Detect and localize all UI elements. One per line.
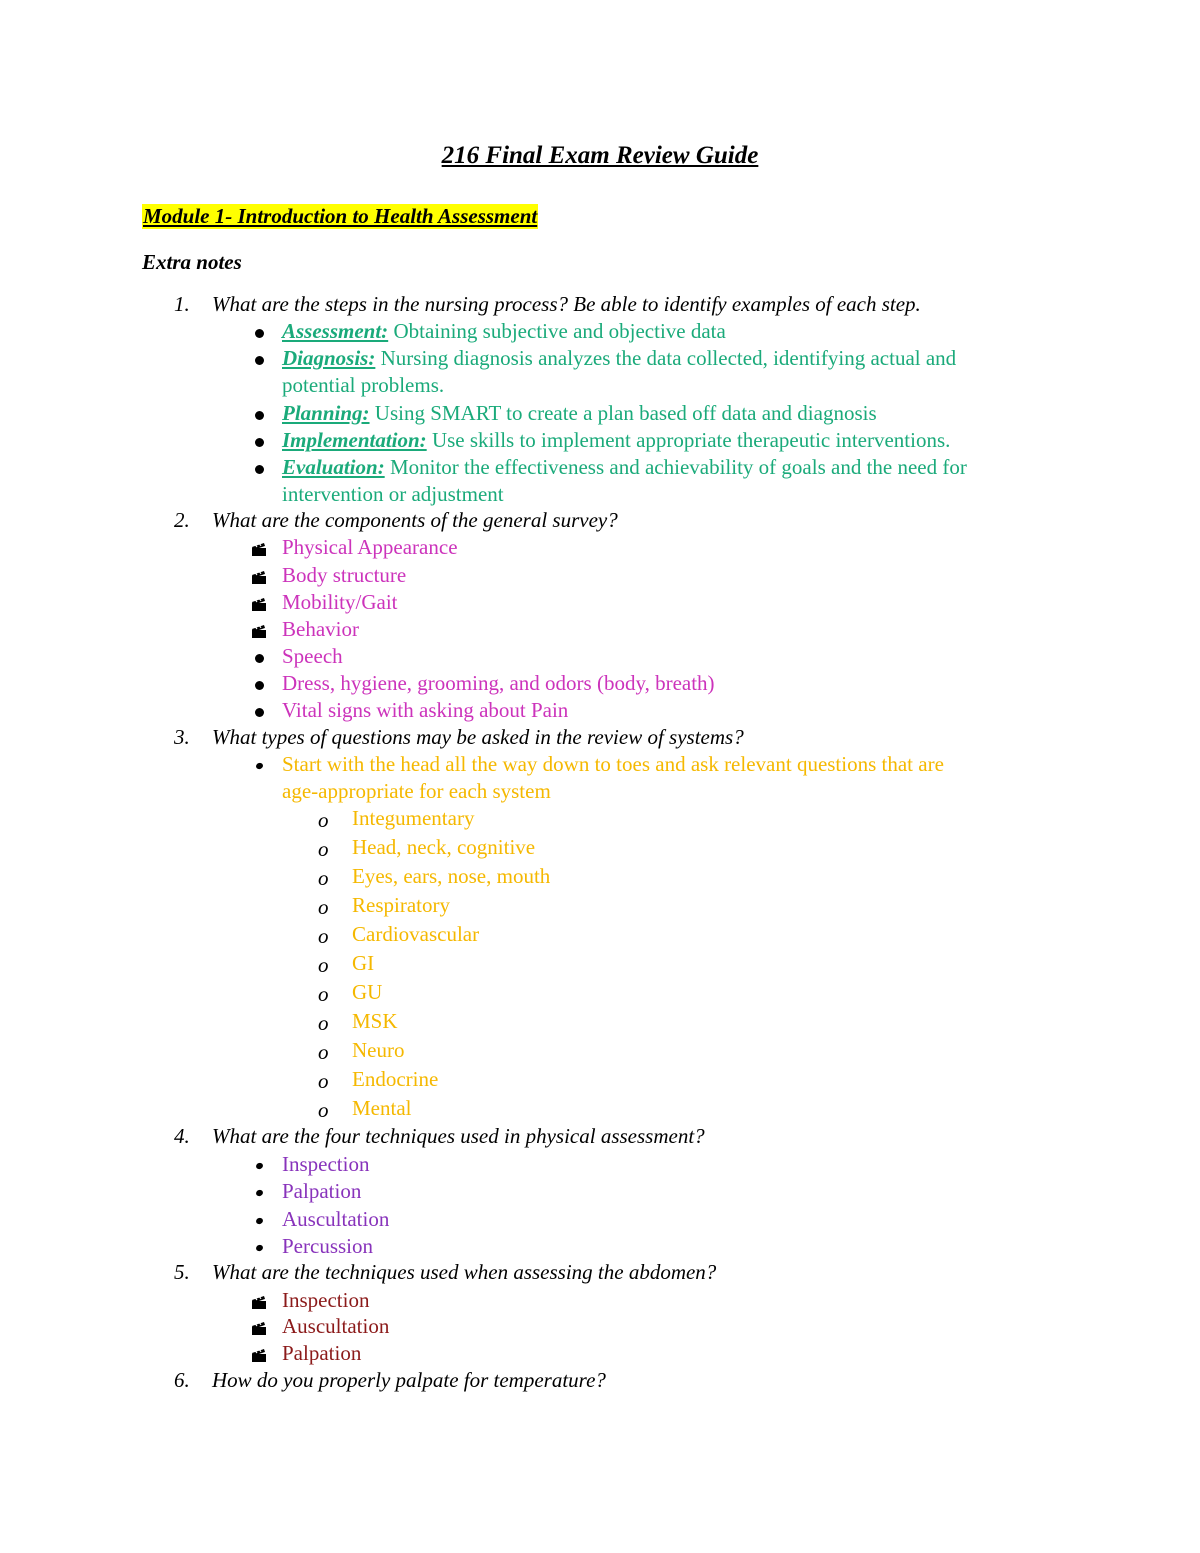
sub-bullet-marker: o — [318, 924, 329, 948]
sub-list-item: MSK — [352, 1009, 398, 1033]
sub-bullet-marker: o — [318, 837, 329, 861]
question-number: 3. — [174, 725, 190, 749]
sub-list-item: Endocrine — [352, 1067, 439, 1091]
list-item: Auscultation — [282, 1314, 390, 1338]
clapperboard-icon — [244, 1341, 274, 1366]
question-text: What are the components of the general survey? — [212, 508, 618, 532]
list-item: Inspection — [282, 1288, 370, 1312]
extra-notes-heading: Extra notes — [142, 250, 242, 274]
question-number: 6. — [174, 1368, 190, 1392]
question-2 — [174, 508, 618, 533]
bullet-icon — [244, 752, 274, 777]
sub-bullet-marker: o — [318, 1040, 329, 1064]
list-item: Diagnosis: Nursing diagnosis analyzes the data collected, identifying actual and — [282, 346, 957, 370]
sub-list-item: Eyes, ears, nose, mouth — [352, 864, 551, 888]
sub-bullet-marker: o — [318, 982, 329, 1006]
bullet-icon — [244, 1152, 274, 1177]
bullet-icon — [244, 1207, 274, 1232]
list-item: Evaluation: Monitor the effectiveness and achievability of goals and the need for — [282, 455, 967, 479]
question-1 — [174, 292, 921, 317]
bullet-icon — [244, 1179, 274, 1204]
sub-bullet-marker: o — [318, 1069, 329, 1093]
question-text: How do you properly palpate for temperature? — [212, 1368, 606, 1392]
clapperboard-icon — [244, 617, 274, 642]
sub-list-item: Cardiovascular — [352, 922, 480, 946]
clapperboard-icon — [244, 1288, 274, 1313]
page-title: 216 Final Exam Review Guide — [441, 142, 759, 169]
list-item: Percussion — [282, 1234, 373, 1258]
sub-list-item: Head, neck, cognitive — [352, 835, 536, 859]
question-text: What are the techniques used when assessing the abdomen? — [212, 1260, 717, 1284]
sub-bullet-marker: o — [318, 1011, 329, 1035]
list-item: Assessment: Obtaining subjective and objective data — [282, 319, 726, 343]
list-item-continuation: age-appropriate for each system — [282, 779, 551, 803]
bullet-icon — [244, 698, 274, 723]
sub-list-item: Respiratory — [352, 893, 450, 917]
sub-bullet-marker: o — [318, 895, 329, 919]
question-text: What types of questions may be asked in the review of systems? — [212, 725, 744, 749]
list-item: Implementation: Use skills to implement appropriate therapeutic interventions. — [282, 428, 951, 452]
question-6 — [174, 1368, 606, 1393]
question-3 — [174, 725, 744, 750]
sub-list-item: Neuro — [352, 1038, 405, 1062]
sub-list-item: GU — [352, 980, 383, 1004]
question-number: 1. — [174, 292, 190, 316]
sub-bullet-marker: o — [318, 953, 329, 977]
list-item-continuation: intervention or adjustment — [282, 482, 504, 506]
sub-bullet-marker: o — [318, 808, 329, 832]
sub-bullet-marker: o — [318, 866, 329, 890]
bullet-icon — [244, 455, 274, 480]
clapperboard-icon — [244, 535, 274, 560]
bullet-icon — [244, 428, 274, 453]
sub-list-item: GI — [352, 951, 375, 975]
bullet-icon — [244, 346, 274, 371]
question-number: 5. — [174, 1260, 190, 1284]
question-number: 2. — [174, 508, 190, 532]
clapperboard-icon — [244, 590, 274, 615]
list-item: Physical Appearance — [282, 535, 458, 559]
module-heading: Module 1- Introduction to Health Assessment — [143, 204, 538, 228]
sub-list-item: Mental — [352, 1096, 412, 1120]
list-item: Inspection — [282, 1152, 370, 1176]
list-item: Behavior — [282, 617, 359, 641]
question-number: 4. — [174, 1124, 190, 1148]
bullet-icon — [244, 671, 274, 696]
sub-bullet-marker: o — [318, 1098, 329, 1122]
list-item: Body structure — [282, 563, 407, 587]
question-4 — [174, 1124, 705, 1149]
bullet-icon — [244, 319, 274, 344]
list-item: Mobility/Gait — [282, 590, 398, 614]
question-text: What are the steps in the nursing process? Be able to identify examples of each step. — [212, 292, 921, 316]
list-item: Planning: Using SMART to create a plan based off data and diagnosis — [282, 401, 877, 425]
bullet-icon — [244, 1234, 274, 1259]
bullet-icon — [244, 644, 274, 669]
clapperboard-icon — [244, 563, 274, 588]
question-text: What are the four techniques used in physical assessment? — [212, 1124, 705, 1148]
question-5 — [174, 1260, 716, 1285]
list-item: Speech — [282, 644, 343, 668]
list-item: Palpation — [282, 1341, 362, 1365]
list-item: Palpation — [282, 1179, 362, 1203]
list-item-continuation: potential problems. — [282, 373, 445, 397]
list-item: Vital signs with asking about Pain — [282, 698, 569, 722]
list-item: Start with the head all the way down to toes and ask relevant questions that are — [282, 752, 944, 776]
clapperboard-icon — [244, 1314, 274, 1339]
sub-list-item: Integumentary — [352, 806, 475, 830]
list-item: Dress, hygiene, grooming, and odors (body, breath) — [282, 671, 715, 695]
list-item: Auscultation — [282, 1207, 390, 1231]
bullet-icon — [244, 401, 274, 426]
